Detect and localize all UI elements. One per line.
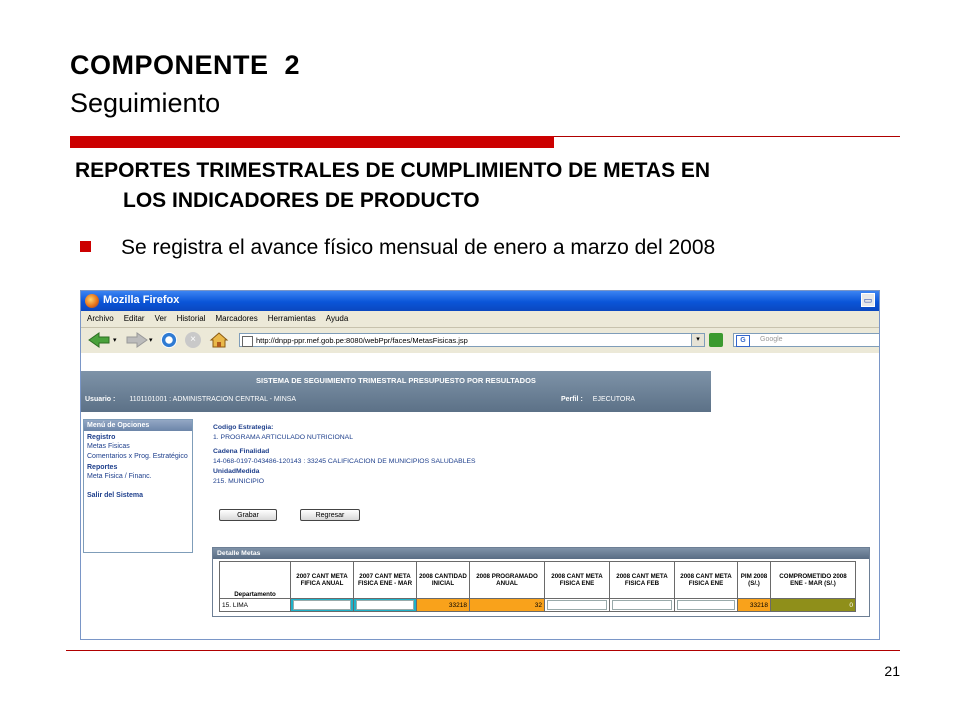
cell-meta-ene[interactable]	[545, 599, 610, 612]
cell-programado-anual: 32	[470, 599, 545, 612]
cell-comprometido: 0	[771, 599, 856, 612]
unidad-label: UnidadMedida	[213, 468, 260, 475]
back-arrow-icon[interactable]	[87, 331, 113, 349]
menu-link-meta-fisica-financ[interactable]: Meta Fisica / Financ.	[87, 473, 152, 480]
page-number: 21	[884, 663, 900, 679]
regresar-button[interactable]: Regresar	[300, 509, 360, 521]
navigation-toolbar	[81, 327, 879, 352]
menu-ver[interactable]: Ver	[154, 314, 167, 323]
cell-cantidad-inicial: 33218	[417, 599, 470, 612]
user-value: 1101101001 : ADMINISTRACION CENTRAL - MINSA	[129, 396, 297, 403]
firefox-icon	[85, 294, 99, 308]
col-header: 2007 CANT META FISICA ENE - MAR	[354, 562, 417, 599]
menu-link-salir[interactable]: Salir del Sistema	[87, 492, 144, 499]
col-header: 2008 CANTIDAD INICIAL	[417, 562, 470, 599]
col-header: COMPROMETIDO 2008 ENE - MAR (S/.)	[771, 562, 856, 599]
detail-panel-title: Detalle Metas	[213, 548, 869, 559]
table-header-row	[220, 562, 856, 599]
grabar-button[interactable]: Grabar	[219, 509, 277, 521]
search-placeholder: Google	[760, 336, 783, 343]
estrategia-value: 1. PROGRAMA ARTICULADO NUTRICIONAL	[213, 434, 353, 441]
menu-section-reportes: Reportes	[87, 464, 118, 471]
reload-icon[interactable]	[161, 332, 177, 348]
menu-bar	[81, 311, 879, 327]
section-heading	[75, 156, 895, 216]
options-menu-title: Menú de Opciones	[84, 420, 192, 431]
bullet-square-icon	[80, 241, 91, 252]
slide-title: COMPONENTE 2	[70, 50, 301, 80]
col-header: PIM 2008 (S/.)	[738, 562, 771, 599]
menu-herramientas[interactable]: Herramientas	[267, 314, 316, 323]
forward-arrow-icon[interactable]	[123, 331, 149, 349]
window-title: Mozilla Firefox	[103, 294, 180, 306]
col-header: Departamento	[220, 562, 291, 599]
menu-historial[interactable]: Historial	[176, 314, 206, 323]
window-control-button[interactable]: ▭	[861, 293, 875, 307]
back-history-chevron-icon[interactable]: ▾	[113, 337, 117, 344]
cell-pim: 33218	[738, 599, 771, 612]
page-icon	[242, 336, 253, 347]
metas-table	[219, 561, 856, 612]
window-titlebar	[81, 291, 879, 311]
browser-window	[80, 290, 880, 640]
profile-value: EJECUTORA	[592, 396, 636, 403]
cell-meta-2007-ene-mar[interactable]	[354, 599, 417, 612]
table-row	[220, 599, 856, 612]
app-header	[81, 371, 711, 412]
menu-ayuda[interactable]: Ayuda	[325, 314, 349, 323]
bullet-item	[80, 236, 715, 260]
footer-divider	[66, 650, 900, 651]
user-info	[85, 396, 296, 403]
cell-departamento: 15. LIMA	[220, 599, 291, 612]
detail-panel	[212, 547, 870, 617]
section-heading-line2: LOS INDICADORES DE PRODUCTO	[123, 189, 480, 212]
profile-info	[561, 396, 635, 403]
col-header: 2008 PROGRAMADO ANUAL	[470, 562, 545, 599]
forward-history-chevron-icon[interactable]: ▾	[149, 337, 153, 344]
home-icon[interactable]	[209, 331, 229, 349]
go-arrow-icon[interactable]	[709, 333, 723, 347]
search-input[interactable]	[733, 333, 880, 347]
google-search-icon[interactable]: G	[736, 335, 750, 347]
col-header: 2008 CANT META FISICA ENE	[545, 562, 610, 599]
title-divider	[554, 136, 900, 137]
cell-meta-2007-anual[interactable]	[291, 599, 354, 612]
col-header: 2007 CANT META FIFICA ANUAL	[291, 562, 354, 599]
finalidad-label: Cadena Finalidad	[213, 448, 270, 455]
input-meta-2007-ene-mar[interactable]	[356, 600, 414, 610]
app-title: SISTEMA DE SEGUIMIENTO TRIMESTRAL PRESUPUESTO POR RESULTADOS	[256, 376, 536, 385]
address-bar[interactable]	[239, 333, 705, 347]
input-meta-2007-anual[interactable]	[293, 600, 351, 610]
stop-icon[interactable]: ×	[185, 332, 201, 348]
unidad-value: 215. MUNICIPIO	[213, 478, 264, 485]
slide-subtitle: Seguimiento	[70, 88, 221, 118]
address-url: http://dnpp-ppr.mef.gob.pe:8080/webPpr/faces/MetasFisicas.jsp	[256, 336, 468, 345]
profile-label: Perfil :	[561, 396, 583, 403]
options-menu	[83, 419, 193, 553]
input-meta-feb[interactable]	[612, 600, 672, 610]
address-dropdown-chevron-icon[interactable]: ▾	[691, 333, 705, 347]
menu-link-comentarios[interactable]: Comentarios x Prog. Estratégico	[87, 453, 188, 460]
menu-archivo[interactable]: Archivo	[87, 314, 114, 323]
user-label: Usuario :	[85, 396, 116, 403]
goal-info	[213, 423, 476, 487]
input-meta-ene[interactable]	[547, 600, 607, 610]
section-heading-line1: REPORTES TRIMESTRALES DE CUMPLIMIENTO DE METAS EN	[75, 159, 711, 182]
estrategia-label: Codigo Estrategia:	[213, 424, 274, 431]
cell-meta-mar[interactable]	[675, 599, 738, 612]
col-header: 2008 CANT META FISICA ENE	[675, 562, 738, 599]
input-meta-mar[interactable]	[677, 600, 735, 610]
menu-link-metas-fisicas[interactable]: Metas Fisicas	[87, 443, 130, 450]
cell-meta-feb[interactable]	[610, 599, 675, 612]
bullet-text: Se registra el avance físico mensual de enero a marzo del 2008	[121, 236, 716, 259]
menu-marcadores[interactable]: Marcadores	[215, 314, 258, 323]
finalidad-value: 14-068-0197-043486-120143 : 33245 CALIFICACION DE MUNICIPIOS SALUDABLES	[213, 458, 476, 465]
menu-editar[interactable]: Editar	[123, 314, 145, 323]
col-header: 2008 CANT META FISICA FEB	[610, 562, 675, 599]
menu-section-registro: Registro	[87, 434, 116, 441]
title-accent-bar	[70, 136, 554, 148]
page-content	[81, 353, 879, 640]
